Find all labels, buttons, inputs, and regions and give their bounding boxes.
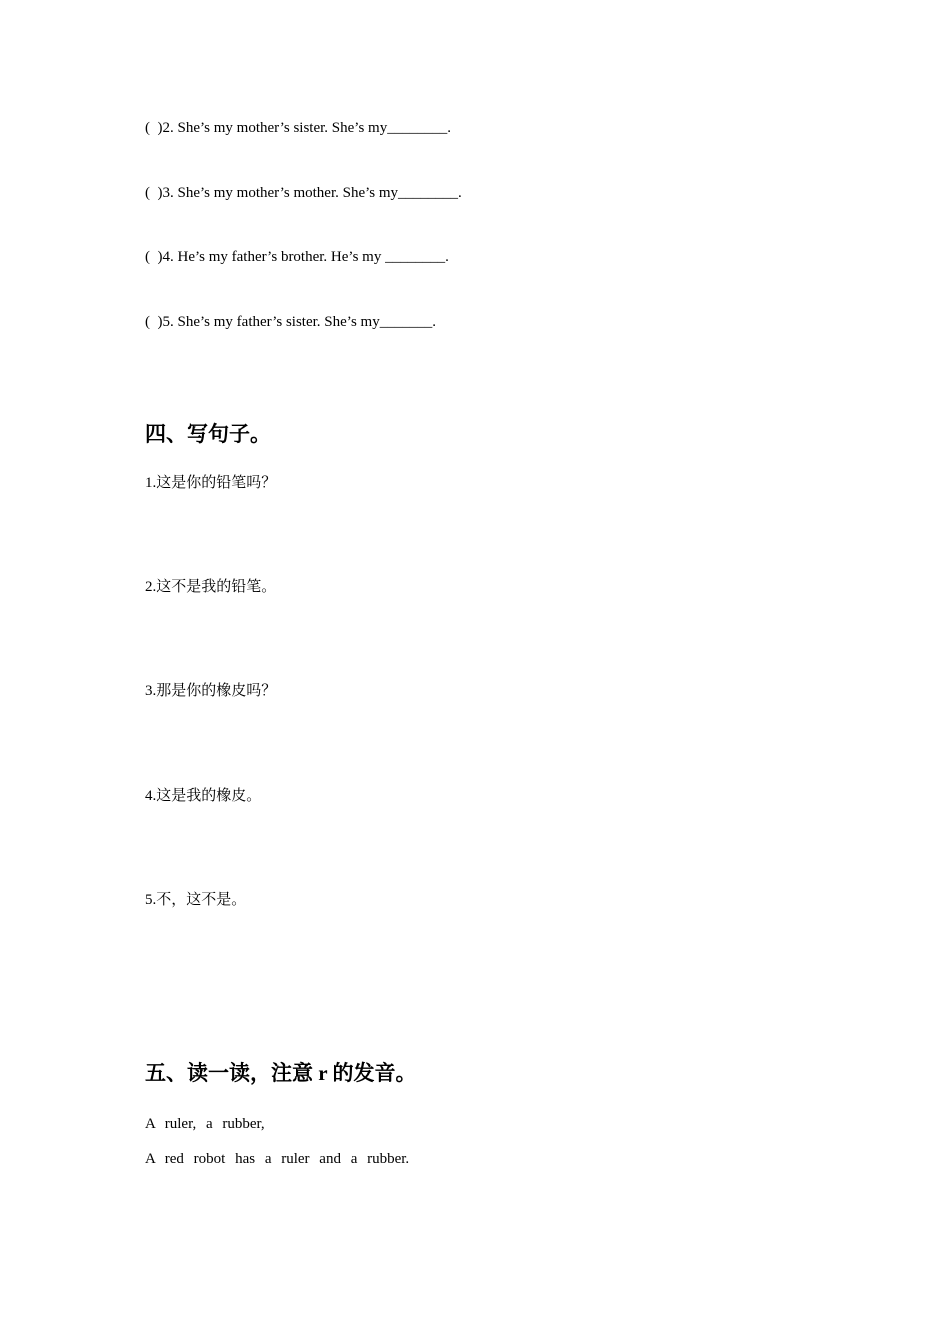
sentence-item-1: 1.这是你的铅笔吗？ bbox=[145, 475, 277, 491]
reading-line-1: A ruler, a rubber, bbox=[145, 1116, 265, 1132]
sentence-item-5: 5.不，这不是。 bbox=[145, 892, 247, 908]
question-4: ( )4. He’s my father’s brother. He’s my ________. bbox=[145, 249, 449, 265]
section-5-title: 五、读一读，注意 r 的发音。 bbox=[145, 1061, 417, 1085]
section-4-title: 四、写句子。 bbox=[145, 422, 271, 446]
sentence-item-4: 4.这是我的橡皮。 bbox=[145, 788, 262, 804]
reading-line-2: A red robot has a ruler and a rubber. bbox=[145, 1151, 410, 1167]
question-5: ( )5. She’s my father’s sister. She’s my_______. bbox=[145, 314, 436, 330]
question-3: ( )3. She’s my mother’s mother. She’s my________. bbox=[145, 185, 462, 201]
question-2: ( )2. She’s my mother’s sister. She’s my________. bbox=[145, 120, 451, 136]
sentence-item-2: 2.这不是我的铅笔。 bbox=[145, 579, 277, 595]
sentence-item-3: 3.那是你的橡皮吗？ bbox=[145, 683, 277, 699]
